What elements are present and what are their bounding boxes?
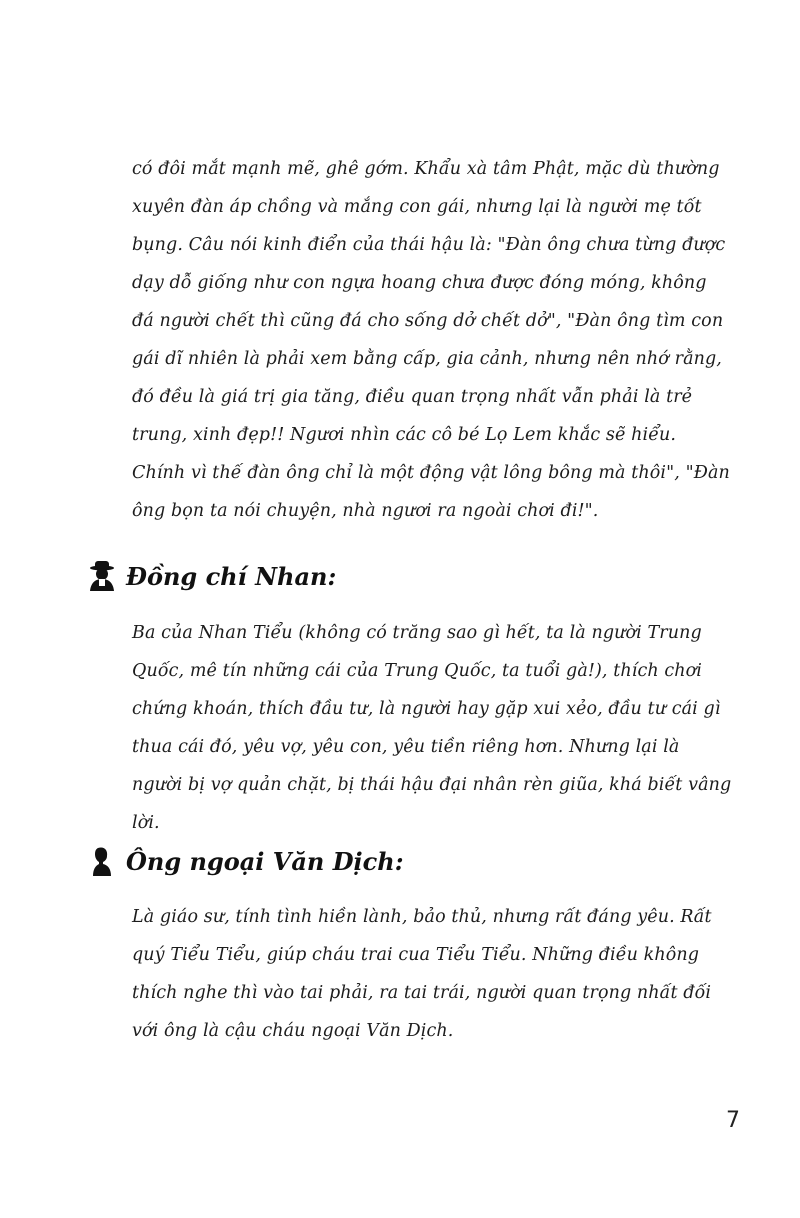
- man-with-hat-icon: [88, 560, 116, 592]
- section-heading-ong-ngoai-van-dich: [88, 845, 404, 877]
- intro-paragraph: có đôi mắt mạnh mẽ, ghê gớm. Khẩu xà tâm Phật, mặc dù thường xuyên đàn áp chồng và mắng con gái, nhưng lại là người mẹ tốt bụng. Câu nói kinh điển của thái hậu là: "Đàn ông chưa từng được dạy dỗ giống như con ngựa hoang chưa được đóng móng, không đá người chết thì cũng đá cho sống dở chết dở", "Đàn ông tìm con gái dĩ nhiên là phải xem bằng cấp, gia cảnh, nhưng nên nhớ rằng, đó đều là giá trị gia tăng, điều quan trọng nhất vẫn phải là trẻ trung, xinh đẹp!! Ngươi nhìn các cô bé Lọ Lem khắc sẽ hiểu. Chính vì thế đàn ông chỉ là một động vật lông bông mà thôi", "Đàn ông bọn ta nói chuyện, nhà ngươi ra ngoài chơi đi!".: [132, 159, 730, 521]
- man-silhouette-icon: [88, 845, 116, 877]
- section-title: Ông ngoại Văn Dịch:: [126, 846, 404, 876]
- section-paragraph-ong-ngoai-van-dich: Là giáo sư, tính tình hiền lành, bảo thủ, nhưng rất đáng yêu. Rất quý Tiểu Tiểu, giúp cháu trai cua Tiểu Tiểu. Những điều không thích nghe thì vào tai phải, ra tai trái, người quan trọng nhất đối với ông là cậu cháu ngoại Văn Dịch.: [132, 907, 712, 1041]
- section-title: Đồng chí Nhan:: [126, 561, 337, 591]
- section-paragraph-dong-chi-nhan: Ba của Nhan Tiểu (không có trăng sao gì hết, ta là người Trung Quốc, mê tín những cái của Trung Quốc, ta tuổi gà!), thích chơi chứng khoán, thích đầu tư, là người hay gặp xui xẻo, đầu tư cái gì thua cái đó, yêu vợ, yêu con, yêu tiền riêng hơn. Nhưng lại là người bị vợ quản chặt, bị thái hậu đại nhân rèn giũa, khá biết vâng lời.: [132, 623, 732, 833]
- section-heading-dong-chi-nhan: [88, 560, 336, 592]
- page-number: 7: [726, 1108, 740, 1133]
